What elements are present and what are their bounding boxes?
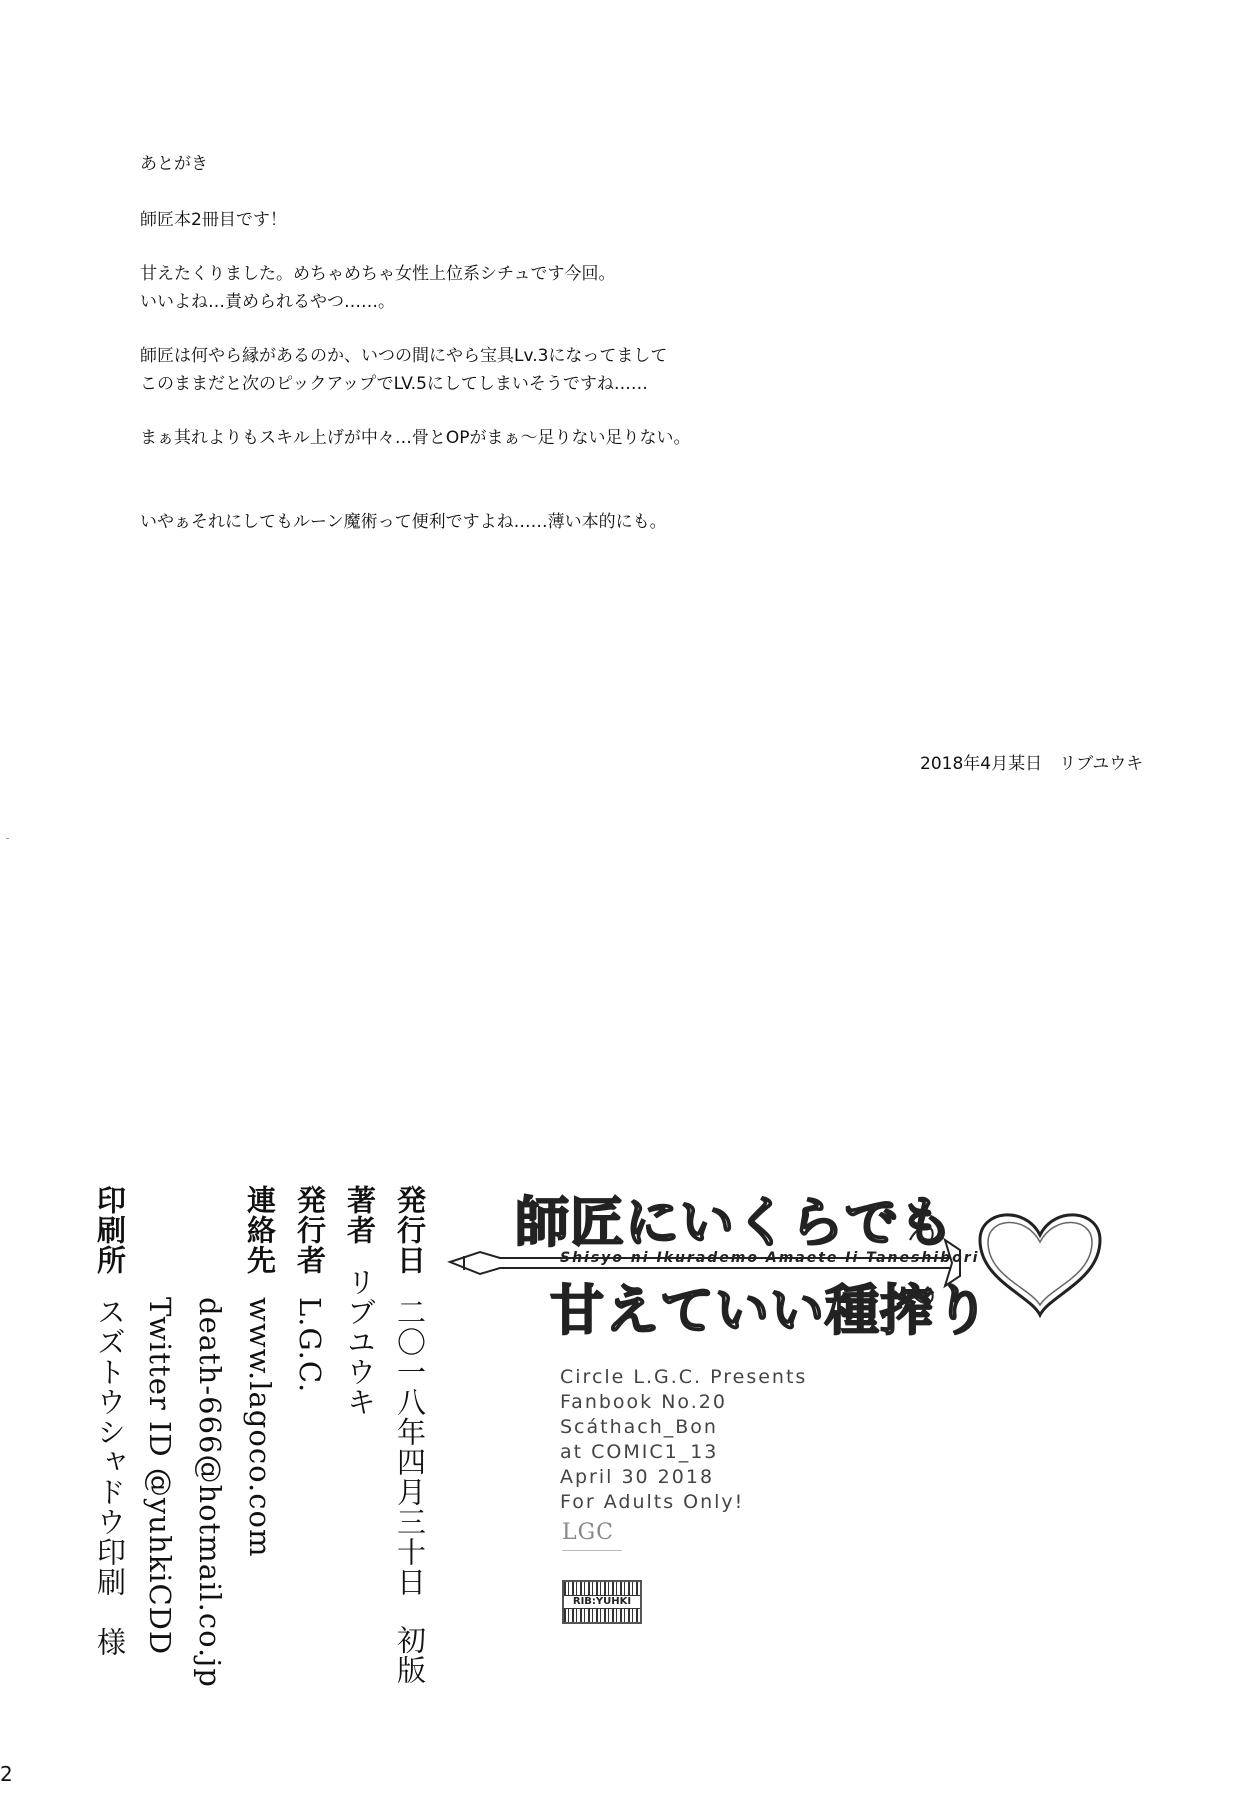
afterword-intro: 師匠本2冊目です！ — [140, 210, 287, 230]
afterword-paragraph-1 — [140, 260, 1120, 316]
circle-info-line: April 30 2018 — [560, 1466, 715, 1488]
logo-title-line1: 師匠にいくらでも — [515, 1190, 955, 1254]
contact-twitter: Twitter ID @yuhkiCDD — [143, 1297, 177, 1656]
colophon-contact-twitter — [142, 1185, 178, 1656]
logo-title-line2: 甘えていい種搾り — [550, 1278, 990, 1342]
colophon-author — [342, 1185, 378, 1645]
afterword-paragraph-4 — [140, 508, 1120, 536]
afterword-line: いいよね…責められるやつ……。 — [140, 292, 395, 312]
afterword-line: 師匠は何やら縁があるのか、いつの間にやら宝具Lv.3になってまして — [140, 346, 668, 366]
logo-subtitle: Shisyo ni Ikurademo Amaete Ii Taneshibori — [560, 1250, 980, 1266]
title-logo — [440, 1180, 1120, 1340]
circle-info-line: Scáthach_Bon — [560, 1416, 718, 1438]
afterword-paragraph-3 — [140, 424, 1120, 452]
contact-email: death-666@hotmail.co.jp — [193, 1297, 227, 1688]
page-number: 2 — [0, 1762, 13, 1786]
circle-info-line: at COMIC1_13 — [560, 1441, 719, 1463]
barcode-label: RIB:YUHKI — [564, 1595, 640, 1609]
printer-value: スズトウシャドウ印刷 様 — [93, 1297, 127, 1657]
afterword-line: いやぁそれにしてもルーン魔術って便利ですよね……薄い本的にも。 — [140, 512, 667, 532]
issue-date-label: 発行日 — [393, 1185, 427, 1275]
colophon — [92, 1185, 428, 1688]
author-value: リブユウキ — [343, 1267, 377, 1417]
circle-info-line: For Adults Only! — [560, 1491, 745, 1513]
scan-mark — [6, 838, 9, 839]
afterword-line: このままだと次のピックアップでLV.5にしてしまいそうですね…… — [140, 374, 648, 394]
colophon-contact — [242, 1185, 278, 1645]
afterword-line: まぁ其れよりもスキル上げが中々…骨とOPがまぁ～足りない足りない。 — [140, 428, 691, 448]
author-label: 著者 — [343, 1185, 377, 1245]
publisher-value: L.G.C. — [293, 1297, 327, 1394]
edition: 初版 — [393, 1625, 427, 1685]
contact-label: 連絡先 — [243, 1185, 277, 1275]
circle-info — [560, 1365, 807, 1515]
afterword-heading: あとがき — [140, 154, 208, 174]
afterword-paragraph-2 — [140, 342, 1120, 398]
colophon-contact-email — [192, 1185, 228, 1688]
colophon-printer — [92, 1185, 128, 1657]
circle-logo-mark: LGC — [562, 1520, 615, 1545]
publisher-label: 発行者 — [293, 1185, 327, 1275]
printer-label: 印刷所 — [93, 1185, 127, 1275]
barcode-stamp — [562, 1580, 642, 1624]
colophon-publisher — [292, 1185, 328, 1645]
afterword-line: 甘えたくりました。めちゃめちゃ女性上位系シチュです今回。 — [140, 264, 616, 284]
colophon-issue-date — [392, 1185, 428, 1685]
circle-info-line: Fanbook No.20 — [560, 1391, 727, 1413]
issue-date-value: 二〇一八年四月三十日 — [393, 1297, 427, 1597]
afterword-signature: 2018年4月某日 リブユウキ — [920, 754, 1144, 774]
contact-web: www.lagoco.com — [243, 1297, 277, 1558]
circle-info-line: Circle L.G.C. Presents — [560, 1366, 808, 1388]
afterword — [140, 150, 1144, 774]
